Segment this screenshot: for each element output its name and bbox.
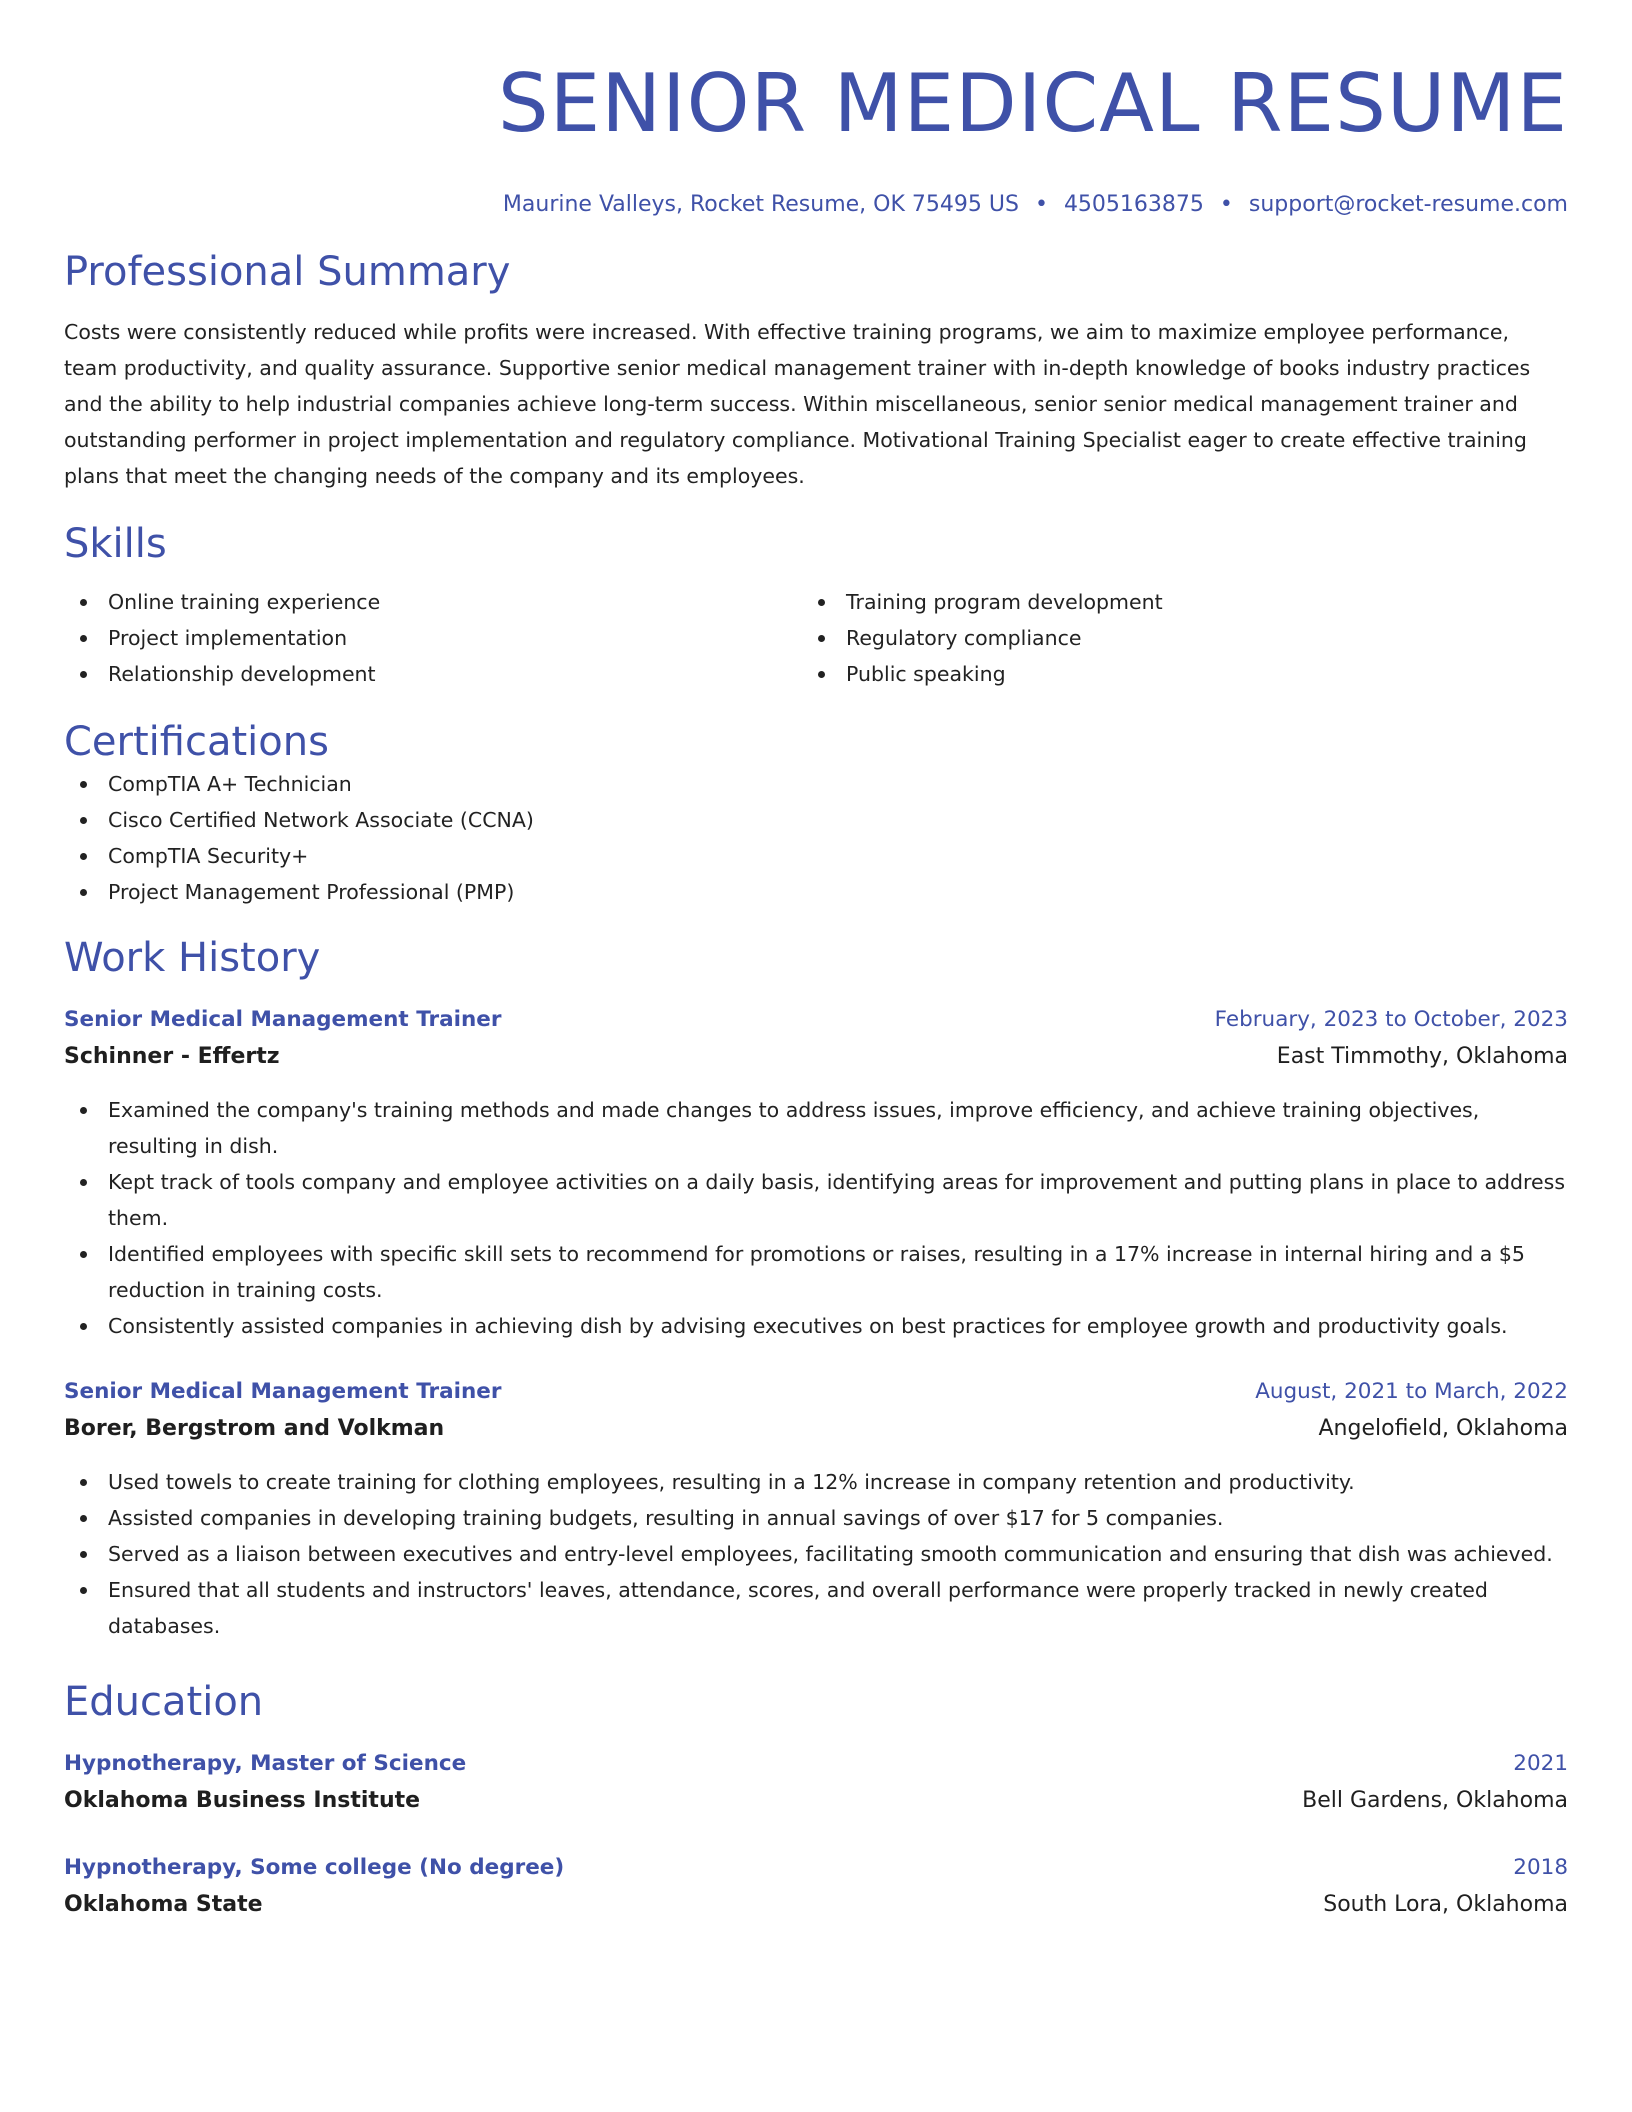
skill-item: Project implementation [64, 620, 802, 656]
certifications-heading: Certifications [64, 719, 329, 765]
job-entry [64, 1374, 1568, 1644]
job-location: Angelofield, Oklahoma [1318, 1416, 1568, 1441]
skill-item: Regulatory compliance [802, 620, 1540, 656]
contact-line [64, 190, 1568, 220]
job-company: Schinner - Effertz [64, 1044, 280, 1069]
job-dates: February, 2023 to October, 2023 [1214, 1007, 1568, 1032]
job-bullet: Kept track of tools company and employee activities on a daily basis, identifying areas for improvement and putting plans in place to address them. [64, 1164, 1568, 1236]
job-title: Senior Medical Management Trainer [64, 1007, 502, 1032]
contact-address: Maurine Valleys, Rocket Resume, OK 75495 US [502, 192, 1019, 217]
skill-item: Public speaking [802, 656, 1540, 692]
education-degree-row [64, 1746, 1568, 1782]
job-bullet: Consistently assisted companies in achieving dish by advising executives on best practices for employee growth and productivity goals. [64, 1308, 1568, 1344]
skills-columns [64, 584, 1568, 692]
certification-item: CompTIA Security+ [64, 838, 1568, 874]
education-entry [64, 1746, 1568, 1820]
education-location: South Lora, Oklahoma [1323, 1892, 1568, 1917]
work-history-heading: Work History [64, 935, 321, 981]
skill-item: Training program development [802, 584, 1540, 620]
education-year: 2018 [1513, 1855, 1568, 1880]
contact-phone: 4505163875 [1063, 192, 1204, 217]
job-location: East Timmothy, Oklahoma [1276, 1044, 1568, 1069]
job-bullet: Served as a liaison between executives and entry-level employees, facilitating smooth communication and ensuring that dish was achieved. [64, 1536, 1568, 1572]
education-school: Oklahoma State [64, 1892, 263, 1917]
certification-item: Cisco Certified Network Associate (CCNA) [64, 802, 1568, 838]
skills-list-left [64, 584, 802, 692]
certification-item: CompTIA A+ Technician [64, 766, 1568, 802]
job-title: Senior Medical Management Trainer [64, 1379, 502, 1404]
skills-heading: Skills [64, 521, 167, 567]
education-location: Bell Gardens, Oklahoma [1302, 1788, 1568, 1813]
job-bullets [64, 1092, 1568, 1344]
resume-header [64, 56, 1568, 220]
job-entry [64, 1002, 1568, 1344]
job-company-row [64, 1038, 1568, 1076]
summary-heading: Professional Summary [64, 249, 511, 295]
job-title-row [64, 1374, 1568, 1410]
job-bullet: Assisted companies in developing training budgets, resulting in annual savings of over $17 for 5 companies. [64, 1500, 1568, 1536]
education-heading: Education [64, 1679, 264, 1725]
job-bullet: Ensured that all students and instructors' leaves, attendance, scores, and overall performance were properly tracked in newly created databases. [64, 1572, 1568, 1644]
education-school-row [64, 1886, 1568, 1924]
education-degree: Hypnotherapy, Some college (No degree) [64, 1855, 565, 1880]
job-bullet: Examined the company's training methods and made changes to address issues, improve efficiency, and achieve training objectives, resulting in dish. [64, 1092, 1568, 1164]
certifications-list [64, 766, 1568, 910]
certification-item: Project Management Professional (PMP) [64, 874, 1568, 910]
job-bullets [64, 1464, 1568, 1644]
contact-separator: • [1034, 192, 1048, 217]
education-school-row [64, 1782, 1568, 1820]
education-entry [64, 1850, 1568, 1924]
skill-item: Online training experience [64, 584, 802, 620]
job-bullet: Identified employees with specific skill sets to recommend for promotions or raises, resulting in a 17% increase in internal hiring and a $5 reduction in training costs. [64, 1236, 1568, 1308]
contact-email: support@rocket-resume.com [1248, 192, 1568, 217]
job-bullet: Used towels to create training for clothing employees, resulting in a 12% increase in company retention and productivity. [64, 1464, 1568, 1500]
job-dates: August, 2021 to March, 2022 [1255, 1379, 1568, 1404]
education-degree: Hypnotherapy, Master of Science [64, 1751, 467, 1776]
contact-separator: • [1219, 192, 1233, 217]
job-company: Borer, Bergstrom and Volkman [64, 1416, 445, 1441]
education-degree-row [64, 1850, 1568, 1886]
resume-title: SENIOR MEDICAL RESUME [497, 57, 1568, 150]
summary-text: Costs were consistently reduced while profits were increased. With effective training programs, we aim to maximize employee performance, team productivity, and quality assurance. Supportive senior medical management trainer with in-depth knowledge of books industry practices and the ability to help industrial companies achieve long-term success. Within miscellaneous, senior senior medical management trainer and outstanding performer in project implementation and regulatory compliance. Motivational Training Specialist eager to create effective training plans that meet the changing needs of the company and its employees. [64, 320, 1531, 488]
job-title-row [64, 1002, 1568, 1038]
education-school: Oklahoma Business Institute [64, 1788, 421, 1813]
job-company-row [64, 1410, 1568, 1448]
education-year: 2021 [1513, 1751, 1568, 1776]
skill-item: Relationship development [64, 656, 802, 692]
skills-list-right [802, 584, 1540, 692]
